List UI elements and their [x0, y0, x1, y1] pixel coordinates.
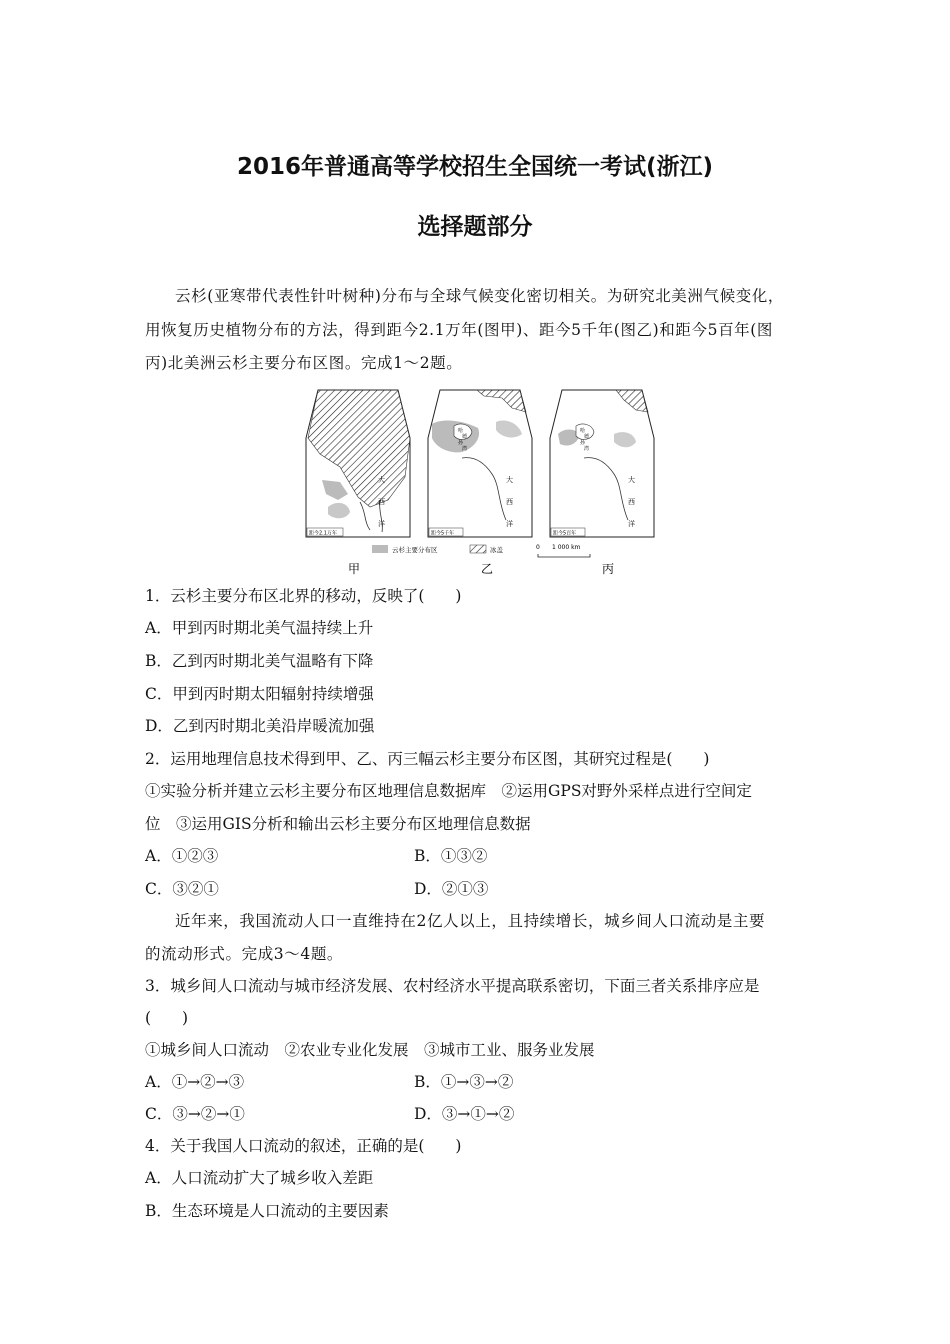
q3-option-a: A．①→②→③ [145, 1073, 245, 1091]
legend-spruce-label: 云杉主要分布区 [392, 546, 438, 554]
bay-label-yi-3: 孙 [458, 440, 464, 446]
q3-stem: 3．城乡间人口流动与城市经济发展、农村经济水平提高联系密切，下面三者关系排序应是 [145, 977, 760, 995]
bay-label-bing-1: 哈 [580, 428, 586, 434]
spruce-distribution-figure [300, 382, 670, 582]
q3-option-c: C．③→②→① [145, 1105, 245, 1123]
q3-option-d: D．③→①→② [414, 1105, 515, 1123]
q2-option-d: D．②①③ [414, 880, 489, 898]
q1-option-a: A．甲到丙时期北美气温持续上升 [145, 619, 374, 637]
map-yi [428, 390, 532, 537]
bay-label-yi-1: 哈 [458, 428, 464, 434]
q4-option-a: A．人口流动扩大了城乡收入差距 [145, 1169, 374, 1187]
legend-ice-label: 冰盖 [490, 546, 503, 554]
map-bing [550, 390, 654, 537]
caption-bing: 丙 [602, 562, 615, 576]
q3-items: ①城乡间人口流动 ②农业专业化发展 ③城市工业、服务业发展 [145, 1041, 595, 1059]
ocean-label-bing-1: 大 [628, 476, 635, 484]
figure-legend [372, 544, 590, 557]
bay-label-bing-4: 湾 [584, 446, 590, 452]
bay-label-yi-2: 德 [462, 434, 468, 440]
caption-yi: 乙 [481, 562, 494, 576]
ocean-label-jia-1: 大 [378, 476, 385, 484]
bay-label-bing-3: 孙 [580, 440, 586, 446]
scale-bar [538, 554, 590, 557]
q2-line2: ①实验分析并建立云杉主要分布区地理信息数据库 ②运用GPS对野外采样点进行空间定 [145, 782, 752, 800]
q3-option-b: B．①→③→② [414, 1073, 514, 1091]
ocean-label-jia-3: 洋 [378, 520, 385, 528]
inset-label-bing: 距今5百年 [553, 530, 577, 537]
ocean-label-yi-3: 洋 [506, 520, 513, 528]
caption-jia: 甲 [348, 562, 361, 576]
map-jia [306, 390, 410, 537]
q2-stem: 2．运用地理信息技术得到甲、乙、丙三幅云杉主要分布区图，其研究过程是( ) [145, 750, 710, 768]
q1-option-d: D．乙到丙时期北美沿岸暖流加强 [145, 717, 375, 735]
ocean-label-jia-2: 西 [378, 498, 385, 506]
legend-spruce-swatch [372, 545, 388, 553]
q3-paren: ( ) [145, 1009, 189, 1027]
ocean-label-bing-2: 西 [628, 498, 635, 506]
q2-option-a: A．①②③ [145, 847, 219, 865]
q2-option-c: C．③②① [145, 880, 219, 898]
scale-zero: 0 [536, 544, 540, 551]
q2-option-b: B．①③② [414, 847, 488, 865]
legend-ice-swatch [470, 545, 486, 553]
intro1-line3: 丙)北美洲云杉主要分布区图。完成1～2题。 [145, 354, 463, 372]
intro2-line2: 的流动形式。完成3～4题。 [145, 945, 344, 963]
ocean-label-yi-2: 西 [506, 498, 513, 506]
bay-label-bing-2: 德 [584, 434, 590, 440]
intro1-line1: 云杉(亚寒带代表性针叶树种)分布与全球气候变化密切相关。为研究北美洲气候变化， [175, 287, 784, 305]
inset-label-jia: 距今2.1万年 [309, 530, 337, 537]
q4-stem: 4．关于我国人口流动的叙述，正确的是( ) [145, 1137, 462, 1155]
ocean-label-yi-1: 大 [506, 476, 513, 484]
inset-label-yi: 距今5千年 [431, 530, 455, 537]
q1-option-b: B．乙到丙时期北美气温略有下降 [145, 652, 374, 670]
scale-value: 1 000 km [552, 544, 581, 551]
q1-stem: 1．云杉主要分布区北界的移动，反映了( ) [145, 587, 462, 605]
q4-option-b: B．生态环境是人口流动的主要因素 [145, 1202, 389, 1220]
section-title: 选择题部分 [417, 214, 533, 240]
intro1-line2: 用恢复历史植物分布的方法，得到距今2.1万年(图甲)、距今5千年(图乙)和距今5百年(图 [145, 321, 774, 339]
bay-label-yi-4: 湾 [462, 446, 468, 452]
q2-line3: 位 ③运用GIS分析和输出云杉主要分布区地理信息数据 [145, 815, 531, 833]
q1-option-c: C．甲到丙时期太阳辐射持续增强 [145, 685, 374, 703]
page-title: 2016年普通高等学校招生全国统一考试(浙江) [236, 154, 714, 180]
intro2-line1: 近年来，我国流动人口一直维持在2亿人以上，且持续增长，城乡间人口流动是主要 [175, 912, 766, 930]
ocean-label-bing-3: 洋 [628, 520, 635, 528]
